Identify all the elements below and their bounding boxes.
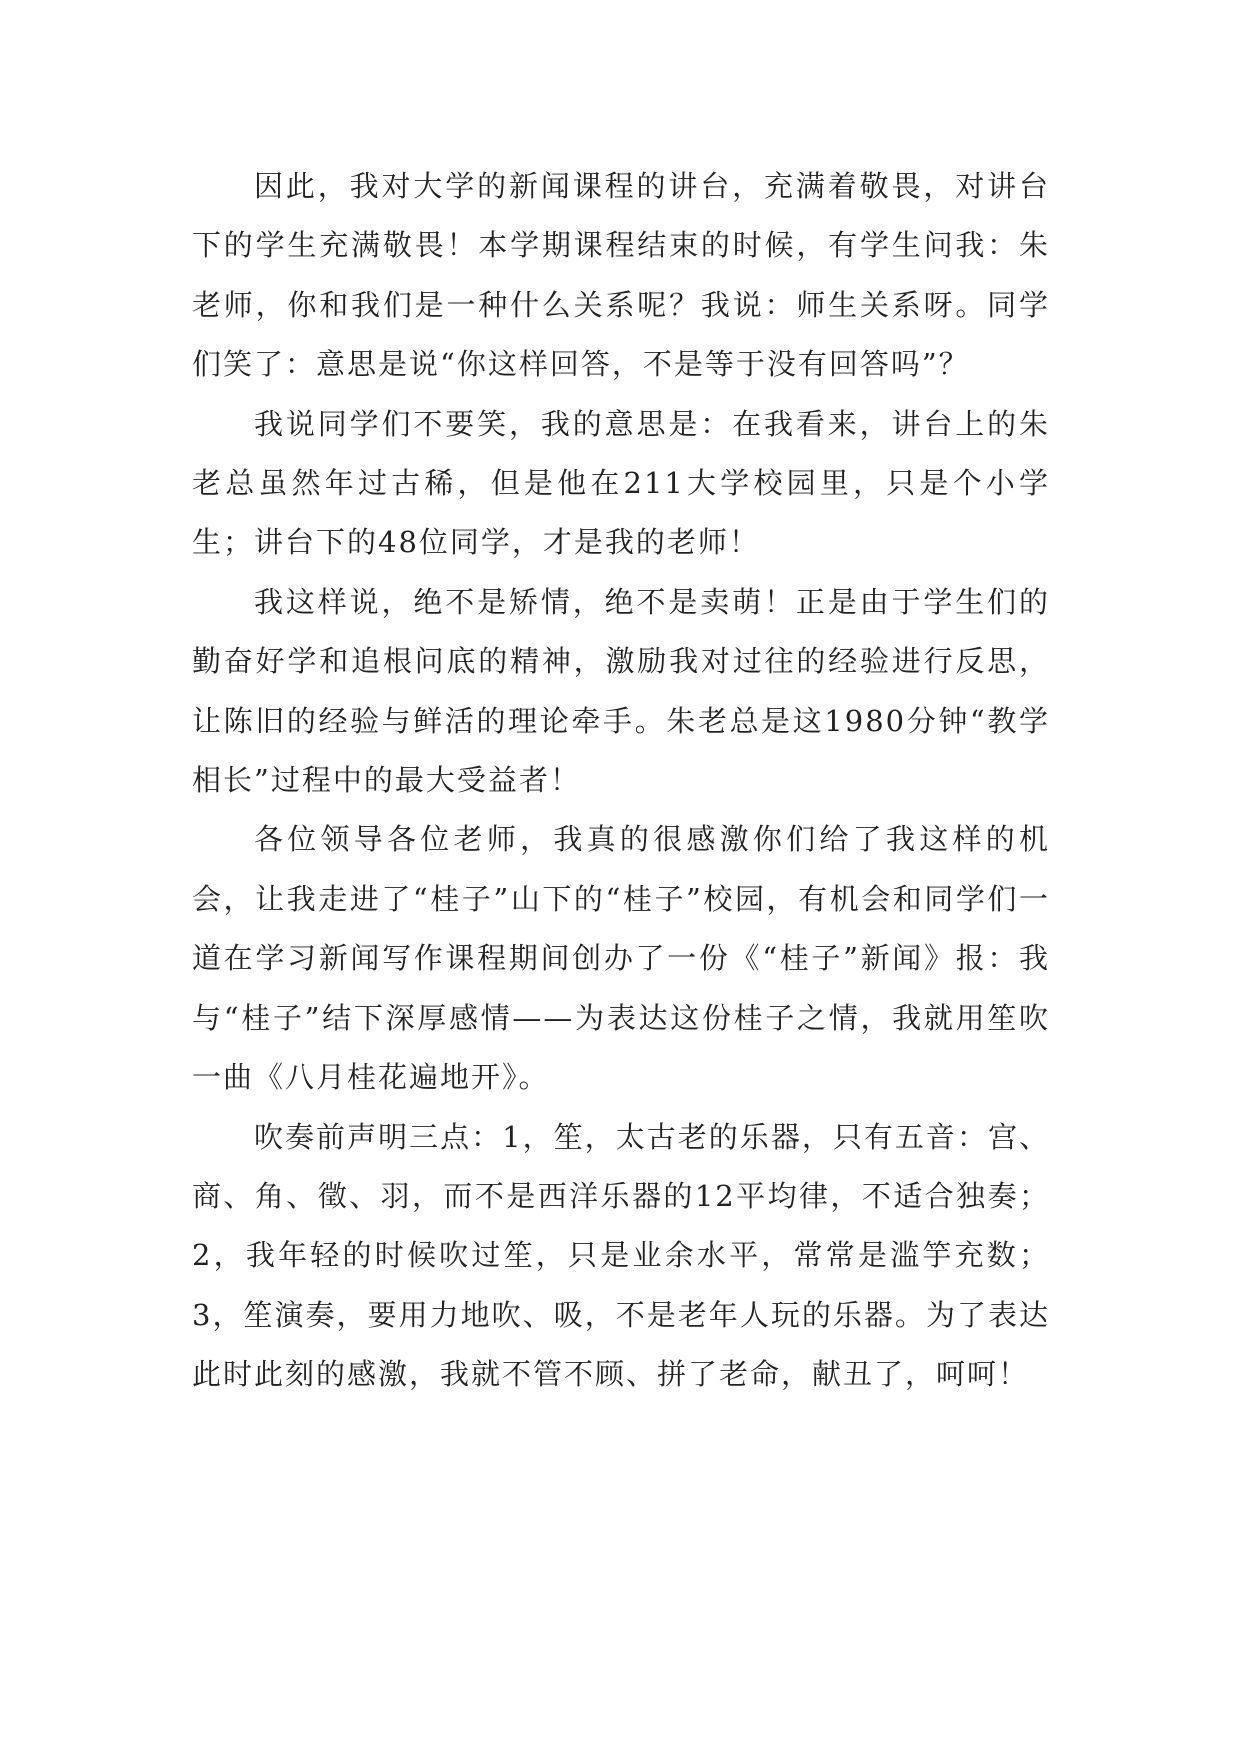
paragraph: 我这样说，绝不是矫情，绝不是卖萌！正是由于学生们的勤奋好学和追根问底的精神，激励我对过往的经验进行反思，让陈旧的经验与鲜活的理论牵手。朱老总是这1980分钟“教学相长”过程中的最大受益者！ <box>192 584 1050 798</box>
paragraph: 我说同学们不要笑，我的意思是：在我看来，讲台上的朱老总虽然年过古稀，但是他在211大学校园里，只是个小学生；讲台下的48位同学，才是我的老师！ <box>192 406 1050 560</box>
paragraph: 吹奏前声明三点：1，笙，太古老的乐器，只有五音：宫、商、角、徵、羽，而不是西洋乐器的12平均律，不适合独奏；2，我年轻的时候吹过笙，只是业余水平，常常是滥竽充数；3，笙演奏，要用力地吹、吸，不是老年人玩的乐器。为了表达此时此刻的感激，我就不管不顾、拼了老命，献丑了，呵呵！ <box>192 1119 1050 1392</box>
paragraph: 各位领导各位老师，我真的很感激你们给了我这样的机会，让我走进了“桂子”山下的“桂子”校园，有机会和同学们一道在学习新闻写作课程期间创办了一份《“桂子”新闻》报：我与“桂子”结下深厚感情——为表达这份桂子之情，我就用笙吹一曲《八月桂花遍地开》。 <box>192 822 1050 1095</box>
paragraph: 因此，我对大学的新闻课程的讲台，充满着敬畏，对讲台下的学生充满敬畏！本学期课程结束的时候，有学生问我：朱老师，你和我们是一种什么关系呢？我说：师生关系呀。同学们笑了：意思是说“你这样回答，不是等于没有回答吗”？ <box>192 169 1050 382</box>
document-body <box>192 157 1050 1405</box>
